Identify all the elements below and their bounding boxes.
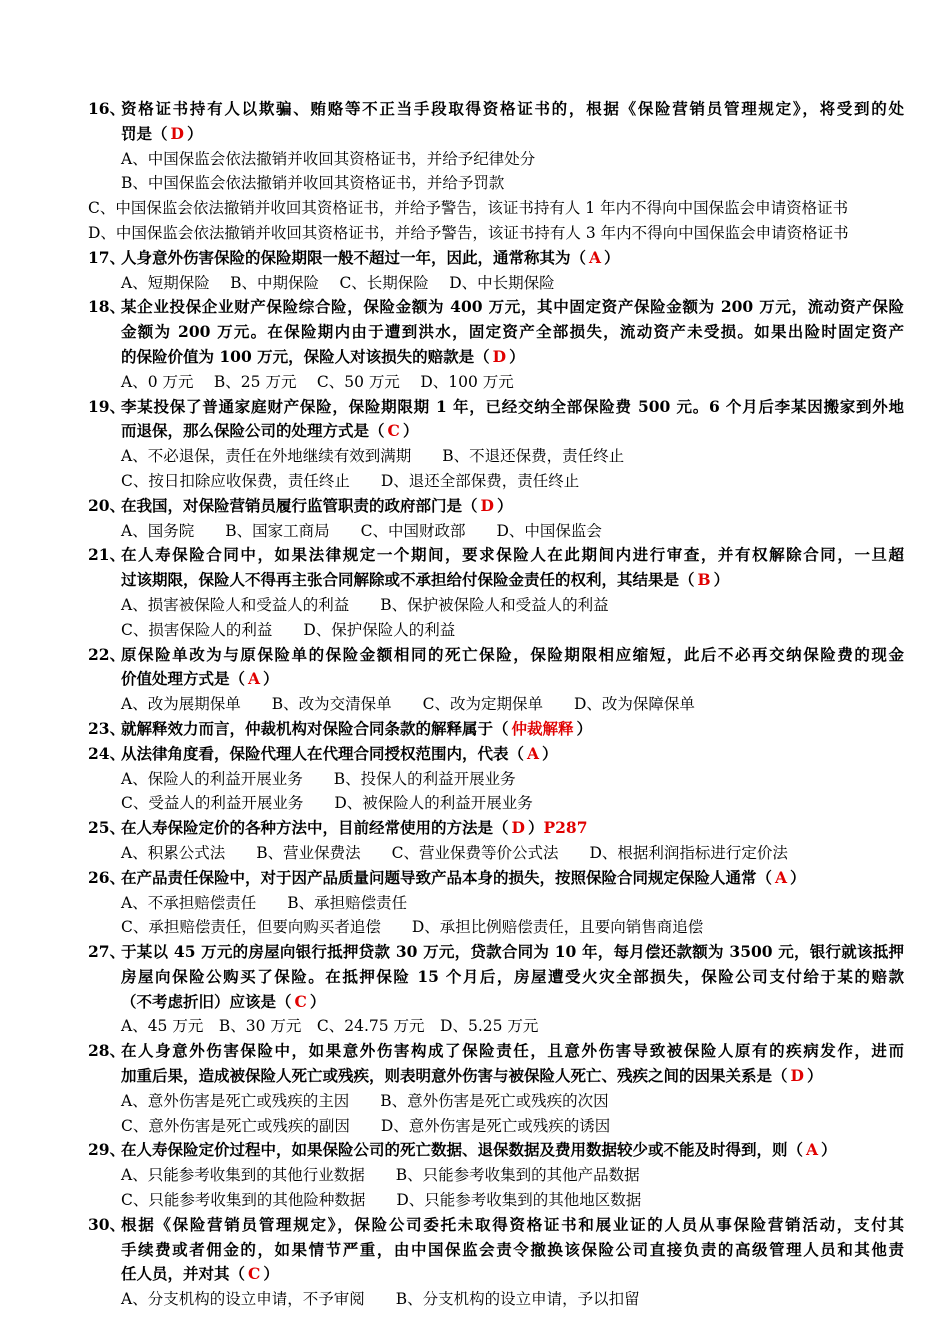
answer-mark: D [492,346,507,366]
choice-text: A、短期保险 B、中期保险 C、长期保险 D、中长期保险 [121,273,555,292]
question-text [121,122,202,147]
choice-line [0,444,950,469]
choice-line [0,841,950,866]
choice-text: A、改为展期保单 B、改为交清保单 C、改为定期保单 D、改为保障保单 [121,695,695,714]
question-text-part: 某企业投保企业财产保险综合险，保险金额为 400 万元，其中固定资产保险金额为 200 万元，流动资产保险 [121,297,904,317]
question-text-part: 价值处理方式是（ [121,669,246,689]
question-text [121,543,904,568]
choice-text: C、受益人的利益开展业务 D、被保险人的利益开展业务 [121,794,533,813]
answer-mark: A [806,1140,819,1160]
choice-text: A、只能参考收集到的其他行业数据 B、只能参考收集到的其他产品数据 [121,1166,640,1185]
question-text-part: 李某投保了普通家庭财产保险，保险期限期 1 年，已经交纳全部保险费 500 元。6 个月后李某因搬家到外地 [121,396,904,416]
choice-text: C、中国保监会依法撤销并收回其资格证书，并给予警告，该证书持有人 1 年内不得向中国保监会申请资格证书 [88,199,849,218]
choice-line [0,469,950,494]
question-text-part: 加重后果，造成被保险人死亡或残疾，则表明意外伤害与被保险人死亡、残疾之间的因果关系是（ [121,1066,788,1086]
question-line [0,742,950,767]
question-text-part: 在人寿保险合同中，如果法律规定一个期间，要求保险人在此期间内进行审查，并有权解除合同，一旦超 [121,545,904,565]
question-line [0,246,950,271]
question-text-part: 根据《保险营销员管理规定》，保险公司委托未取得资格证书和展业证的人员从事保险营销活动，支付其 [121,1214,904,1234]
question-list [0,97,950,1312]
question-text [121,1213,904,1238]
question-number: 26、 [88,867,126,887]
choice-line [0,915,950,940]
choice-text: C、承担赔偿责任，但要向购买者追偿 D、承担比例赔偿责任，且要向销售商追偿 [121,918,704,937]
question-text [121,246,620,271]
question-text [121,717,592,742]
choice-line [0,618,950,643]
question-number: 28、 [88,1041,126,1061]
question-text-part: 在产品责任保险中，对于因产品质量问题导致产品本身的损失，按照保险合同规定保险人通常（ [121,867,773,887]
choice-line [0,1163,950,1188]
question-text [121,866,806,891]
answer-mark: C [248,1264,261,1284]
question-text [121,295,904,320]
question-text [121,568,729,593]
question-line [0,667,950,692]
choice-text: A、意外伤害是死亡或残疾的主因 B、意外伤害是死亡或残疾的次因 [121,1091,609,1110]
question-text-part: 在人寿保险定价的各种方法中，目前经常使用的方法是（ [121,818,509,838]
answer-mark: A [775,867,788,887]
question-line [0,940,950,965]
question-line [0,568,950,593]
question-text-part: ） [542,743,558,763]
question-text [121,742,558,767]
choice-line [0,1014,950,1039]
question-number: 30、 [88,1214,126,1234]
choice-text: A、不必退保，责任在外地继续有效到满期 B、不退还保费，责任终止 [121,447,625,466]
choice-text: A、中国保监会依法撤销并收回其资格证书，并给予纪律处分 [121,149,536,168]
question-text [121,97,904,122]
question-text-part: 而退保，那么保险公司的处理方式是（ [121,421,385,441]
choice-line [0,196,950,221]
question-number: 25、 [88,818,126,838]
question-text-part: ） [604,247,620,267]
question-number: 17、 [88,247,126,267]
question-number: 22、 [88,644,126,664]
question-line [0,494,950,519]
answer-mark: D [480,495,494,515]
question-line [0,320,950,345]
question-number: 23、 [88,718,126,738]
choice-line [0,1114,950,1139]
question-number: 29、 [88,1140,126,1160]
question-text-part: 金额为 200 万元。在保险期内由于遭到洪水，固定资产全部损失，流动资产未受损。如果出险时固定资产 [121,322,904,342]
choice-line [0,1188,950,1213]
question-text [121,965,904,990]
choice-line [0,370,950,395]
choice-text: A、损害被保险人和受益人的利益 B、保护被保险人和受益人的利益 [121,595,609,614]
choice-line [0,271,950,296]
choice-text: A、分支机构的设立申请，不予审阅 B、分支机构的设立申请，予以扣留 [121,1290,640,1309]
question-number: 27、 [88,942,126,962]
question-text-part: 资格证书持有人以欺骗、贿赂等不正当手段取得资格证书的，根据《保险营销员管理规定》，将受到的处 [121,99,904,118]
question-line [0,419,950,444]
question-text-part: 的保险价值为 100 万元，保险人对该损失的赔款是（ [121,346,490,366]
question-text-part: 罚是（ [121,123,168,143]
choice-line [0,147,950,172]
question-text [121,1064,822,1089]
question-text-part: ） [527,818,544,838]
choice-line [0,519,950,544]
choice-line [0,171,950,196]
question-line [0,965,950,990]
question-text-part: 在人寿保险定价过程中，如果保险公司的死亡数据、退保数据及费用数据较少或不能及时得到，则（ [121,1140,804,1160]
question-text-part: 原保险单改为与原保险单的保险金额相同的死亡保险，保险期限相应缩短，此后不必再交纳保险费的现金 [121,644,904,664]
question-text-part: 在人身意外伤害保险中，如果意外伤害构成了保险责任，且意外伤害导致被保险人原有的疾病发作，进而 [121,1041,904,1061]
answer-mark: D [511,818,525,838]
question-line [0,717,950,742]
question-text-part: ） [576,718,593,738]
question-text-part: 手续费或者佣金的，如果情节严重，由中国保监会责令撤换该保险公司直接负责的高级管理人员和其他责 [121,1239,904,1259]
question-text-part: ） [806,1066,823,1086]
question-number: 21、 [88,545,126,565]
question-text-part: ） [790,867,806,887]
choice-line [0,767,950,792]
question-line [0,543,950,568]
question-line [0,395,950,420]
answer-mark: 仲裁解释 [511,718,574,738]
question-line [0,1039,950,1064]
choice-text: C、意外伤害是死亡或残疾的副因 D、意外伤害是死亡或残疾的诱因 [121,1116,611,1135]
answer-mark: C [294,991,307,1011]
choice-line [0,791,950,816]
choice-text: C、按日扣除应收保费，责任终止 D、退还全部保费，责任终止 [121,471,580,490]
choice-text: A、国务院 B、国家工商局 C、中国财政部 D、中国保监会 [121,521,602,540]
question-number: 19、 [88,396,126,416]
question-line [0,345,950,370]
choice-text: A、积累公式法 B、营业保费法 C、营业保费等价公式法 D、根据利润指标进行定价法 [121,843,788,862]
choice-line [0,891,950,916]
answer-mark: D [170,123,184,143]
choice-text: C、只能参考收集到的其他险种数据 D、只能参考收集到的其他地区数据 [121,1191,642,1210]
answer-mark: A [527,743,540,763]
choice-text: A、0 万元 B、25 万元 C、50 万元 D、100 万元 [121,372,514,391]
choice-line [0,1287,950,1312]
question-text [121,494,512,519]
question-text-part: 人身意外伤害保险的保险期限一般不超过一年，因此，通常称其为（ [121,247,587,267]
answer-mark: B [697,570,711,590]
question-text-part: ） [509,346,525,366]
question-line [0,990,950,1015]
choice-text: D、中国保监会依法撤销并收回其资格证书，并给予警告，该证书持有人 3 年内不得向中国保监会申请资格证书 [88,223,849,242]
question-text-part: 过该期限，保险人不得再主张合同解除或不承担给付保险金责任的权利，其结果是（ [121,570,695,590]
question-line [0,643,950,668]
answer-mark: A [248,669,261,689]
answer-mark: A [589,247,602,267]
question-text [121,320,904,345]
choice-text: B、中国保监会依法撤销并收回其资格证书，并给予罚款 [121,174,505,193]
question-text-part: 于某以 45 万元的房屋向银行抵押贷款 30 万元，贷款合同为 10 年，每月偿还款额为 3500 元，银行就该抵押 [121,942,904,962]
question-text-part: ） [496,495,513,515]
question-text [121,940,904,965]
choice-line [0,692,950,717]
question-line [0,816,950,841]
question-text [121,395,904,420]
choice-text: A、45 万元 B、30 万元 C、24.75 万元 D、5.25 万元 [121,1017,539,1036]
question-text-part: ） [821,1140,837,1160]
choice-line [0,221,950,246]
question-line [0,295,950,320]
question-text-part: ） [263,669,279,689]
question-text [121,990,325,1015]
question-number: 16、 [88,99,126,118]
question-text [121,345,525,370]
page-reference: P287 [543,818,588,838]
question-text-part: ） [263,1264,279,1284]
choice-text: A、保险人的利益开展业务 B、投保人的利益开展业务 [121,769,516,788]
choice-text: A、不承担赔偿责任 B、承担赔偿责任 [121,893,408,912]
question-number: 18、 [88,297,126,317]
answer-mark: C [387,421,400,441]
question-line [0,1138,950,1163]
question-number: 20、 [88,495,126,515]
choice-text: C、损害保险人的利益 D、保护保险人的利益 [121,620,456,639]
question-text-part: （不考虑折旧）应该是（ [121,991,292,1011]
question-text-part: 任人员，并对其（ [121,1264,246,1284]
question-line [0,1238,950,1263]
question-text-part: ） [402,421,419,441]
question-line [0,866,950,891]
question-text-part: 就解释效力而言，仲裁机构对保险合同条款的解释属于（ [121,718,509,738]
question-text-part: ） [713,570,730,590]
question-text [121,643,904,668]
question-text [121,667,279,692]
question-text-part: ） [309,991,326,1011]
question-text-part: 在我国，对保险营销员履行监管职责的政府部门是（ [121,495,478,515]
choice-line [0,593,950,618]
question-text [121,816,588,841]
question-text [121,1262,279,1287]
question-text [121,419,418,444]
question-text-part: ） [186,123,203,143]
question-line [0,122,950,147]
question-text [121,1238,904,1263]
question-line [0,1064,950,1089]
question-line [0,1213,950,1238]
question-text-part: 房屋向保险公购买了保险。在抵押保险 15 个月后，房屋遭受火灾全部损失，保险公司支付给于某的赔款 [121,966,904,986]
question-line [0,1262,950,1287]
question-text [121,1039,904,1064]
question-text-part: 从法律角度看，保险代理人在代理合同授权范围内，代表（ [121,743,525,763]
question-number: 24、 [88,743,126,763]
answer-mark: D [790,1066,804,1086]
question-line [0,97,950,122]
question-text [121,1138,837,1163]
choice-line [0,1089,950,1114]
